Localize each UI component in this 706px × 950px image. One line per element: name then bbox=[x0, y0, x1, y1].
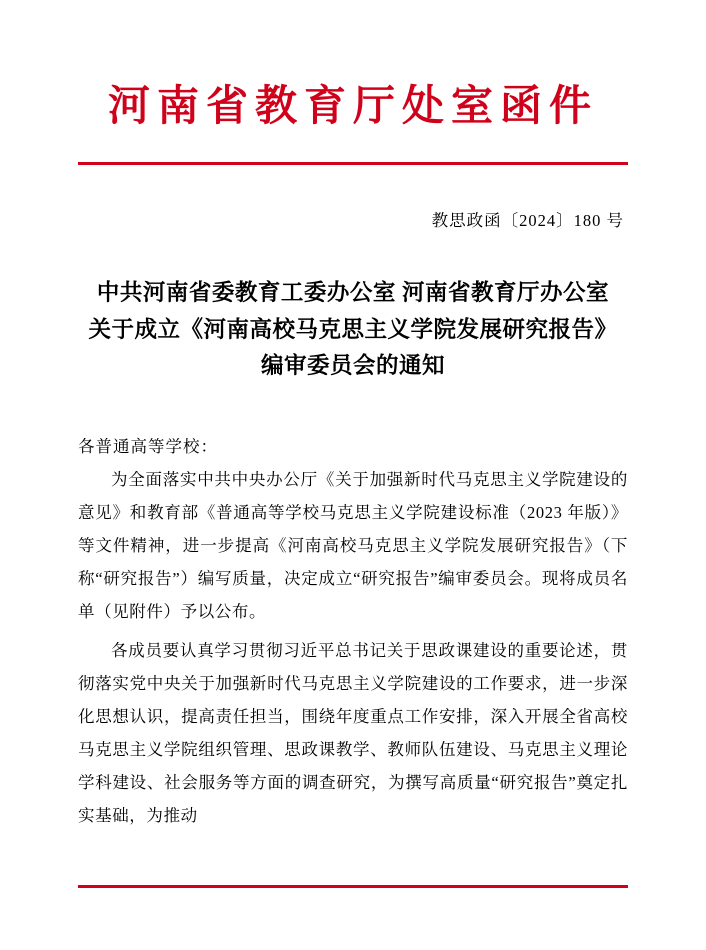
salutation: 各普通高等学校： bbox=[78, 436, 218, 456]
body-paragraph-2: 各成员要认真学习贯彻习近平总书记关于思政课建设的重要论述，贯彻落实党中央关于加强新时代马克思主义学院建设的工作要求，进一步深化思想认识，提高责任担当，围绕年度重点工作安排，深入开展全省高校马克思主义学院组织管理、思政课教学、教师队伍建设、马克思主义理论学科建设、社会服务等方面的调查研究，为撰写高质量“研究报告”奠定扎实基础，为推动 bbox=[78, 640, 628, 825]
masthead-title: 河南省教育厅处室函件 bbox=[107, 84, 598, 130]
body-paragraph-1: 为全面落实中共中央办公厅《关于加强新时代马克思主义学院建设的意见》和教育部《普通高等学校马克思主义学院建设标准（2023 年版）》等文件精神，进一步提高《河南高校马克思主义学院发展研究报告》（下称“研究报告”）编写质量，决定成立“研究报告”编审委员会。现将成员名单（见附件）予以公布。 bbox=[78, 469, 628, 621]
footer-divider-rule bbox=[78, 885, 628, 888]
document-title-line-2: 关于成立《河南高校马克思主义学院发展研究报告》 bbox=[88, 316, 618, 342]
document-title-line-1: 中共河南省委教育工委办公室 河南省教育厅办公室 bbox=[96, 280, 610, 306]
masthead bbox=[78, 0, 628, 132]
header-divider-rule bbox=[78, 162, 628, 165]
document-title bbox=[78, 275, 628, 384]
document-title-line-3: 编审委员会的通知 bbox=[260, 353, 445, 379]
document-number: 教思政函〔2024〕180 号 bbox=[431, 211, 624, 231]
